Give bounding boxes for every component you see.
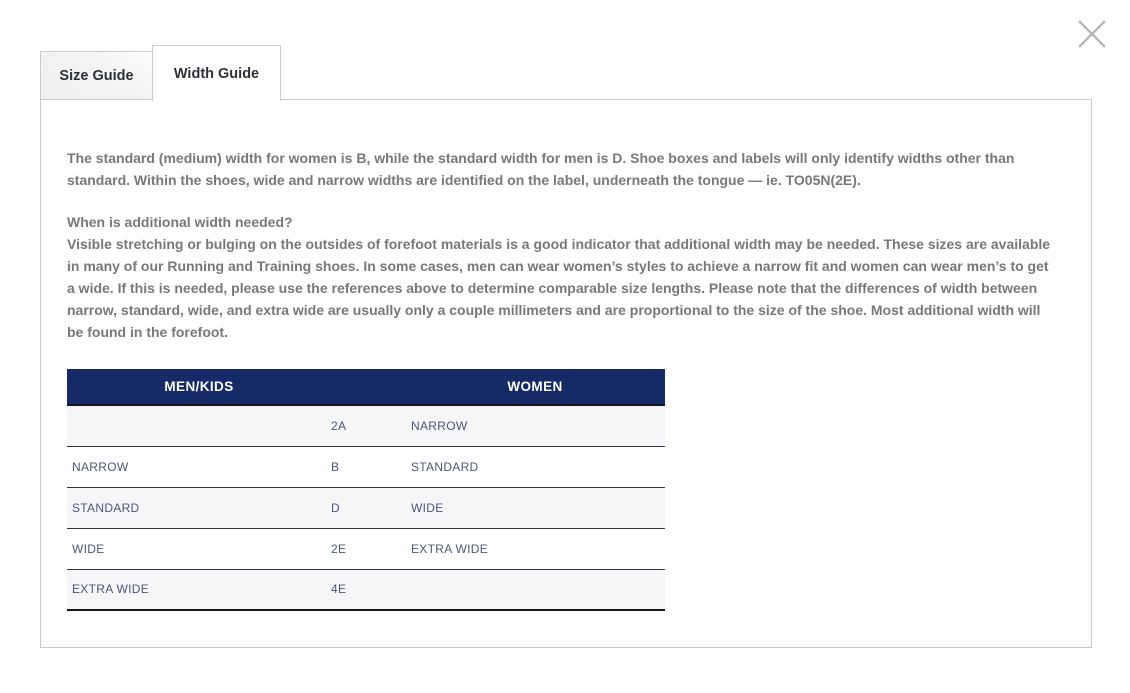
table-cell: WIDE — [411, 500, 444, 515]
table-header-row — [67, 369, 665, 405]
tab-size-guide-label: Size Guide — [59, 68, 134, 84]
table-row — [67, 405, 665, 446]
table-cell: B — [331, 459, 340, 474]
table-cell — [67, 405, 331, 446]
table-row — [67, 487, 665, 528]
table-cell: WIDE — [72, 541, 105, 556]
width-guide-panel — [40, 99, 1092, 648]
table-cell: 4E — [331, 582, 347, 597]
close-button[interactable] — [1074, 16, 1110, 52]
table-cell: STANDARD — [411, 459, 479, 474]
header-women: WOMEN — [507, 379, 563, 394]
tab-size-guide[interactable] — [40, 51, 153, 100]
additional-width-paragraph: Visible stretching or bulging on the outsides of forefoot materials is a good indicator that additional width may be needed. These sizes are available in many of our Running and Training shoes. In some cases, men can wear women’s styles to achieve a narrow fit and women can wear men’s to get a wide. If this is needed, please use the references above to determine comparable size lengths. Please note that the differences of width between narrow, standard, wide, and extra wide are usually only a couple millimeters and are proportional to the size of the shoe. Most additional width will be found in the forefoot. — [67, 236, 1051, 340]
tab-width-guide[interactable] — [152, 45, 281, 101]
table-cell: STANDARD — [72, 500, 140, 515]
table-cell — [405, 569, 665, 610]
header-men-kids: MEN/KIDS — [164, 379, 234, 394]
table-cell: NARROW — [411, 418, 468, 433]
table-cell: EXTRA WIDE — [411, 541, 489, 556]
additional-width-block — [67, 211, 1057, 343]
panel-content — [41, 100, 1091, 611]
table-row — [67, 569, 665, 610]
question-heading: When is additional width needed? — [67, 214, 293, 230]
close-icon — [1075, 17, 1109, 51]
table-row — [67, 528, 665, 569]
table-cell: NARROW — [72, 459, 129, 474]
intro-paragraph: The standard (medium) width for women is B, while the standard width for men is D. Shoe boxes and labels will only identify widths other than standard. Within the shoes, wide and narrow widths are identified on the label, underneath the tongue — ie. TO05N(2E). — [67, 150, 1015, 188]
tab-width-guide-label: Width Guide — [173, 65, 260, 82]
table-cell: D — [331, 500, 340, 515]
width-table-wrapper — [67, 369, 1065, 611]
table-cell: EXTRA WIDE — [72, 582, 150, 597]
table-row — [67, 446, 665, 487]
table-cell: 2A — [331, 418, 347, 433]
header-spacer — [331, 369, 405, 405]
table-cell: 2E — [331, 541, 347, 556]
width-table — [67, 369, 665, 611]
